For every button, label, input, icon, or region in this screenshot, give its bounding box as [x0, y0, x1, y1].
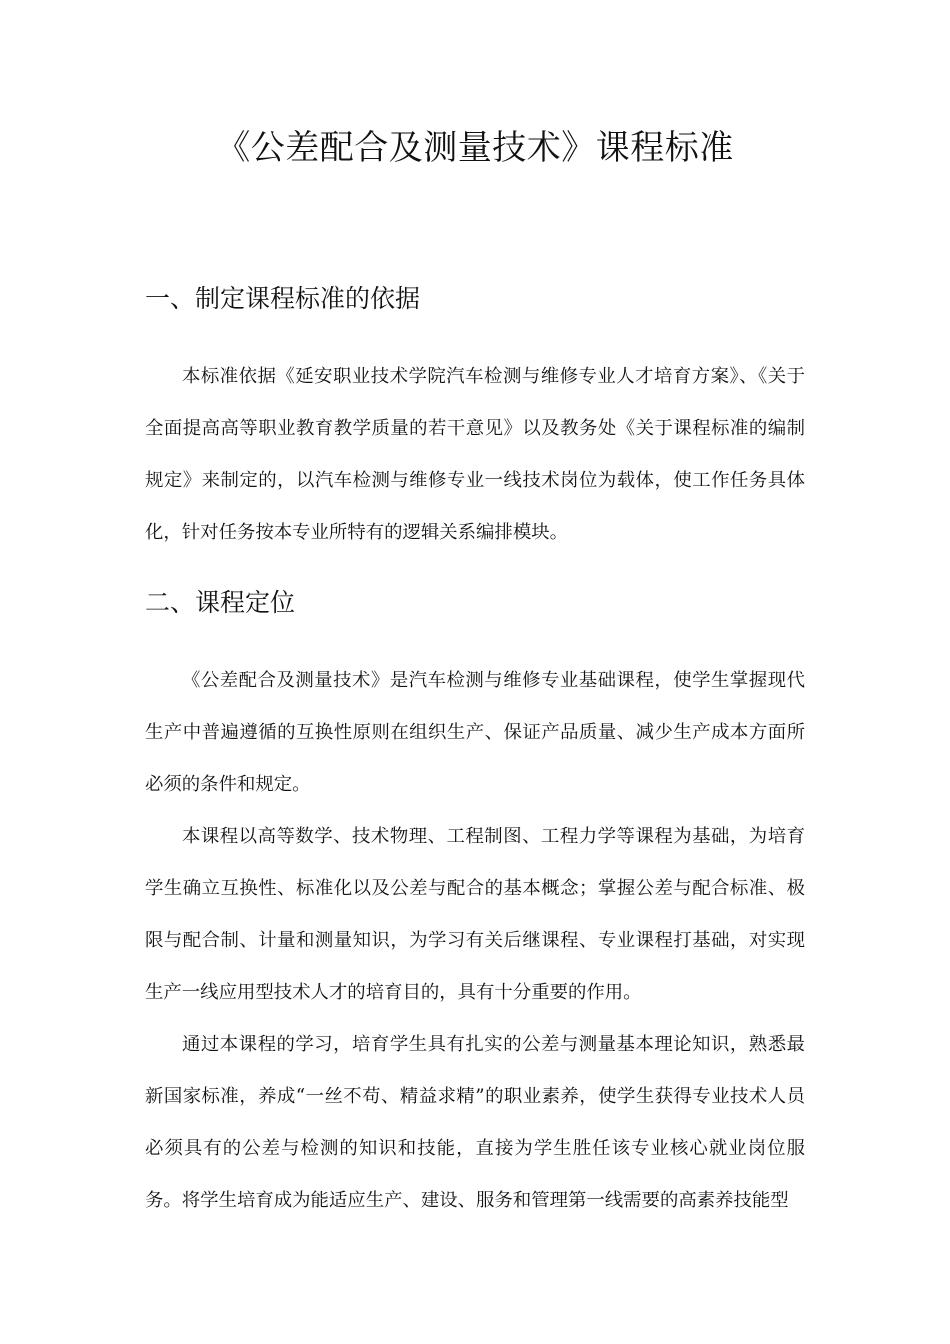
section-basis-paragraph: 本标准依据《延安职业技术学院汽车检测与维修专业人才培育方案》、《关于全面提高高等职业教育教学质量的若干意见》以及教务处《关于课程标准的编制规定》来制定的，以汽车检测与维修专业一线技术岗位为载体，使工作任务具体化，针对任务按本专业所特有的逻辑关系编排模块。	[145, 366, 805, 543]
section-heading-positioning: 二、课程定位	[145, 588, 296, 617]
section-positioning-paragraph-3: 通过本课程的学习，培育学生具有扎实的公差与测量基本理论知识，熟悉最新国家标准，养成“一丝不苟、精益求精”的职业素养，使学生获得专业技术人员必须具有的公差与检测的知识和技能，直接为学生胜任该专业核心就业岗位服务。将学生培育成为能适应生产、建设、服务和管理第一线需要的高素养技能型	[145, 1034, 805, 1211]
section-positioning-paragraph-2: 本课程以高等数学、技术物理、工程制图、工程力学等课程为基础，为培育学生确立互换性、标准化以及公差与配合的基本概念；掌握公差与配合标准、极限与配合制、计量和测量知识，为学习有关后继课程、专业课程打基础，对实现生产一线应用型技术人才的培育目的，具有十分重要的作用。	[145, 826, 805, 1003]
document-title: 《公差配合及测量技术》课程标准	[216, 128, 734, 168]
section-heading-basis: 一、制定课程标准的依据	[145, 284, 421, 313]
section-positioning-paragraph-1: 《公差配合及测量技术》是汽车检测与维修专业基础课程，使学生掌握现代生产中普遍遵循的互换性原则在组织生产、保证产品质量、减少生产成本方面所必须的条件和规定。	[145, 670, 805, 795]
